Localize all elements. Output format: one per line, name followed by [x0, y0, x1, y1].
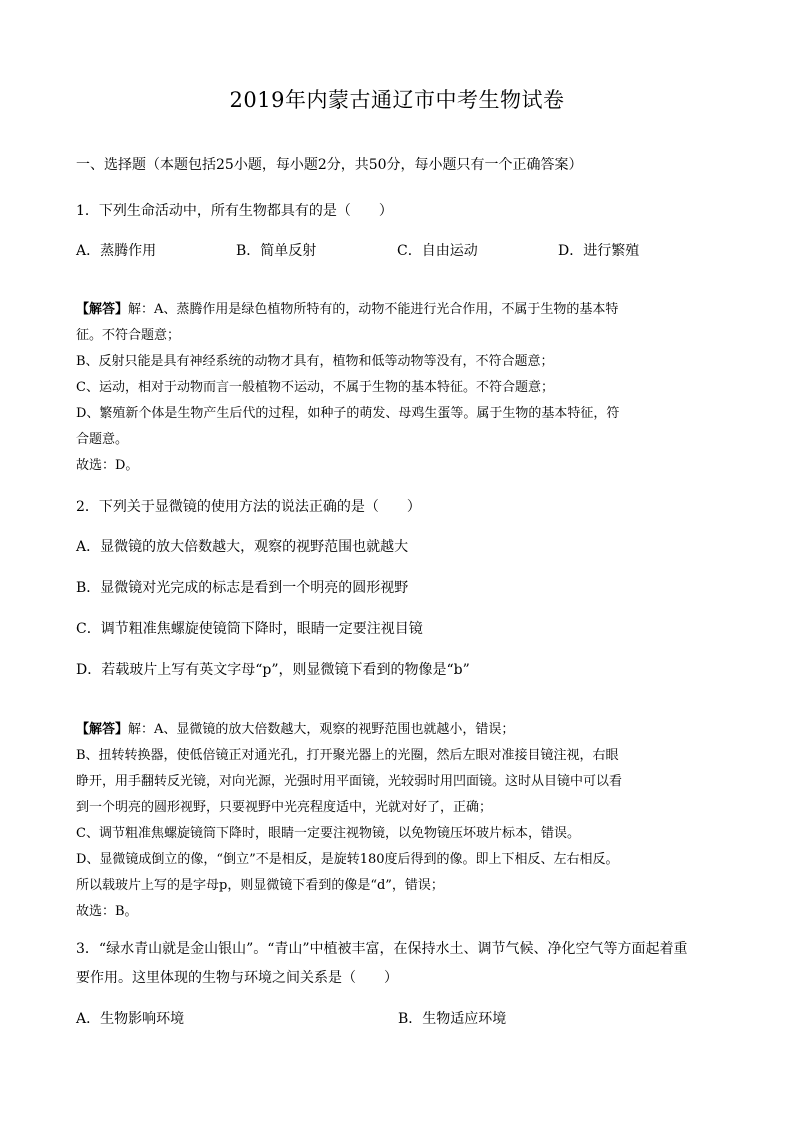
answer-line: 到一个明亮的圆形视野，只要视野中光亮程度适中，光就对好了，正确； [76, 800, 493, 815]
answer-line: 合题意。 [76, 432, 129, 447]
answer-line: 所以载玻片上写的是字母p，则显微镜下看到的像是“d”，错误； [76, 878, 444, 893]
answer-line: B、扭转转换器，使低倍镜正对通光孔，打开聚光器上的光圈，然后左眼对准接目镜注视，右眼 [76, 748, 619, 763]
q2-option-d: D．若载玻片上写有英文字母“p”，则显微镜下看到的物像是“b” [76, 662, 470, 678]
answer-line: D、繁殖新个体是生物产生后代的过程，如种子的萌发、母鸡生蛋等。属于生物的基本特征，符 [76, 406, 620, 421]
answer-2 [76, 717, 716, 925]
answer-line: C、运动，相对于动物而言一般植物不运动，不属于生物的基本特征。不符合题意； [76, 380, 554, 395]
answer-line: 故选：D。 [76, 458, 139, 473]
answer-tag: 【解答】 [76, 302, 129, 317]
answer-line: 征。不符合题意； [76, 328, 181, 343]
answer-line: 睁开，用手翻转反光镜，对向光源，光强时用平面镜，光较弱时用凹面镜。这时从目镜中可以看 [76, 774, 623, 789]
answer-line: D、显微镜成倒立的像，“倒立”不是相反，是旋转180度后得到的像。即上下相反、左右相反。 [76, 852, 619, 867]
answer-line: 故选：B。 [76, 904, 138, 919]
question-line: 3．“绿水青山就是金山银山”。“青山”中植被丰富，在保持水土、调节气候、净化空气等方面起着重 [76, 941, 688, 957]
answer-line: B、反射只能是具有神经系统的动物才具有，植物和低等动物等没有，不符合题意； [76, 354, 554, 369]
question-2-stem: 2．下列关于显微镜的使用方法的说法正确的是（ ） [76, 499, 421, 515]
q2-option-a: A．显微镜的放大倍数越大，观察的视野范围也就越大 [76, 539, 409, 555]
q3-option-b: B．生物适应环境 [398, 1011, 507, 1027]
question-line: 要作用。这里体现的生物与环境之间关系是（ ） [76, 970, 398, 986]
answer-1 [76, 297, 716, 479]
q1-option-b: B．简单反射 [236, 243, 317, 259]
page-title: 2019年内蒙古通辽市中考生物试卷 [229, 88, 565, 112]
answer-line: 解：A、蒸腾作用是绿色植物所特有的，动物不能进行光合作用，不属于生物的基本特 [128, 302, 619, 317]
section-heading: 一、选择题（本题包括25小题，每小题2分，共50分，每小题只有一个正确答案） [76, 157, 583, 173]
answer-line: C、调节粗准焦螺旋镜筒下降时，眼睛一定要注视物镜，以免物镜压坏玻片标本，错误。 [76, 826, 580, 841]
q2-option-b: B．显微镜对光完成的标志是看到一个明亮的圆形视野 [76, 580, 409, 596]
answer-tag: 【解答】 [76, 722, 129, 737]
q2-option-c: C．调节粗准焦螺旋使镜筒下降时，眼睛一定要注视目镜 [76, 621, 423, 637]
question-1-stem: 1．下列生命活动中，所有生物都具有的是（ ） [76, 203, 393, 219]
q1-option-c: C．自由运动 [397, 243, 478, 259]
question-3-stem [76, 935, 716, 993]
answer-line: 解：A、显微镜的放大倍数越大，观察的视野范围也就越小，错误； [128, 722, 515, 737]
q1-option-d: D．进行繁殖 [558, 243, 640, 259]
q3-option-a: A．生物影响环境 [76, 1011, 185, 1027]
q1-option-a: A．蒸腾作用 [76, 243, 157, 259]
